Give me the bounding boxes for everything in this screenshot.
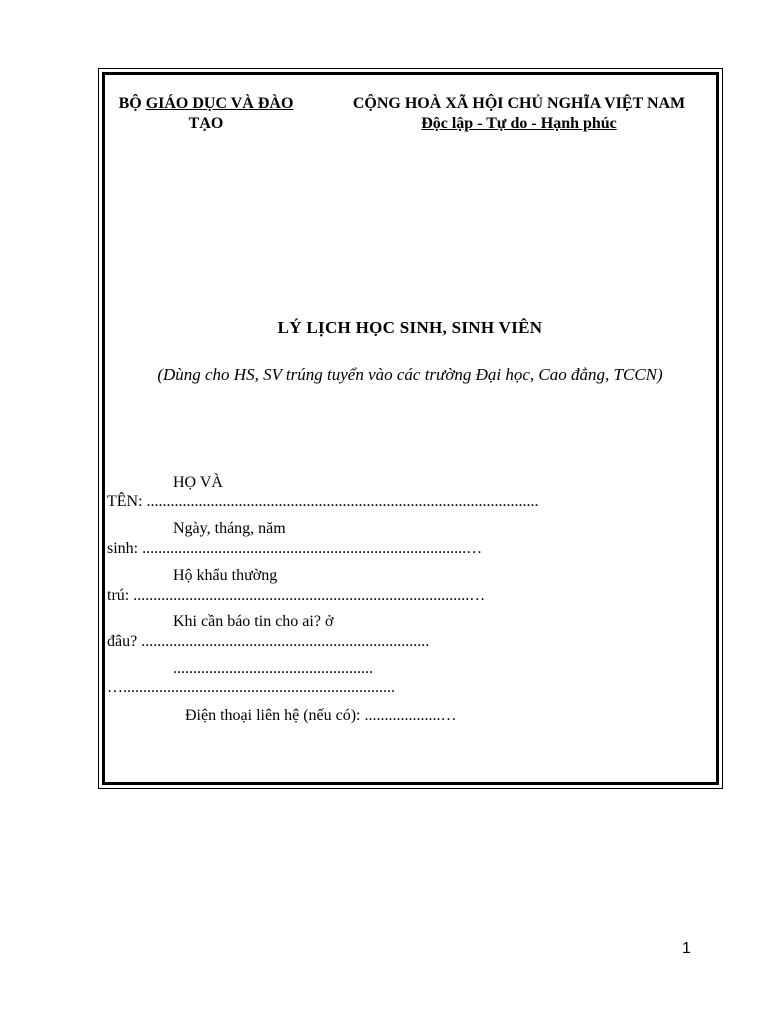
dob-field-label: Ngày, tháng, năm [173,520,286,537]
ministry-name-underlined: GIÁO DỤC VÀ ĐÀO [145,95,294,112]
document-title: LÝ LỊCH HỌC SINH, SINH VIÊN [277,318,543,337]
national-title: CỘNG HOÀ XÃ HỘI CHỦ NGHĨA VIỆT NAM [352,95,686,112]
address-field-line2: ….................................................................... [107,679,395,696]
residence-field-line: trú: ....................................................................................… [107,587,486,604]
page-number: 1 [682,940,691,957]
address-field-line1: .................................................. [173,660,373,677]
name-field-line: TÊN: .................................................................................................. [107,493,539,510]
ministry-prefix: BỘ [118,95,146,112]
document-subtitle: (Dùng cho HS, SV trúng tuyển vào các trường Đại học, Cao đẳng, TCCN) [157,365,663,384]
ministry-header [102,94,310,134]
name-field-label: HỌ VÀ [173,474,223,491]
contact-field-label: Khi cần báo tin cho ai? ở [173,613,334,630]
residence-field-label: Hộ khẩu thường [173,567,278,584]
contact-field-line: đâu? ........................................................................ [107,633,430,650]
dob-field-line: sinh: .................................................................................… [107,540,483,557]
national-motto: Độc lập - Tự do - Hạnh phúc [421,115,617,132]
national-header [336,94,702,134]
ministry-header-line2: TẠO [188,115,224,132]
phone-field-line: Điện thoại liên hệ (nếu có): ...................… [185,707,457,724]
ministry-header-line1 [102,94,310,114]
